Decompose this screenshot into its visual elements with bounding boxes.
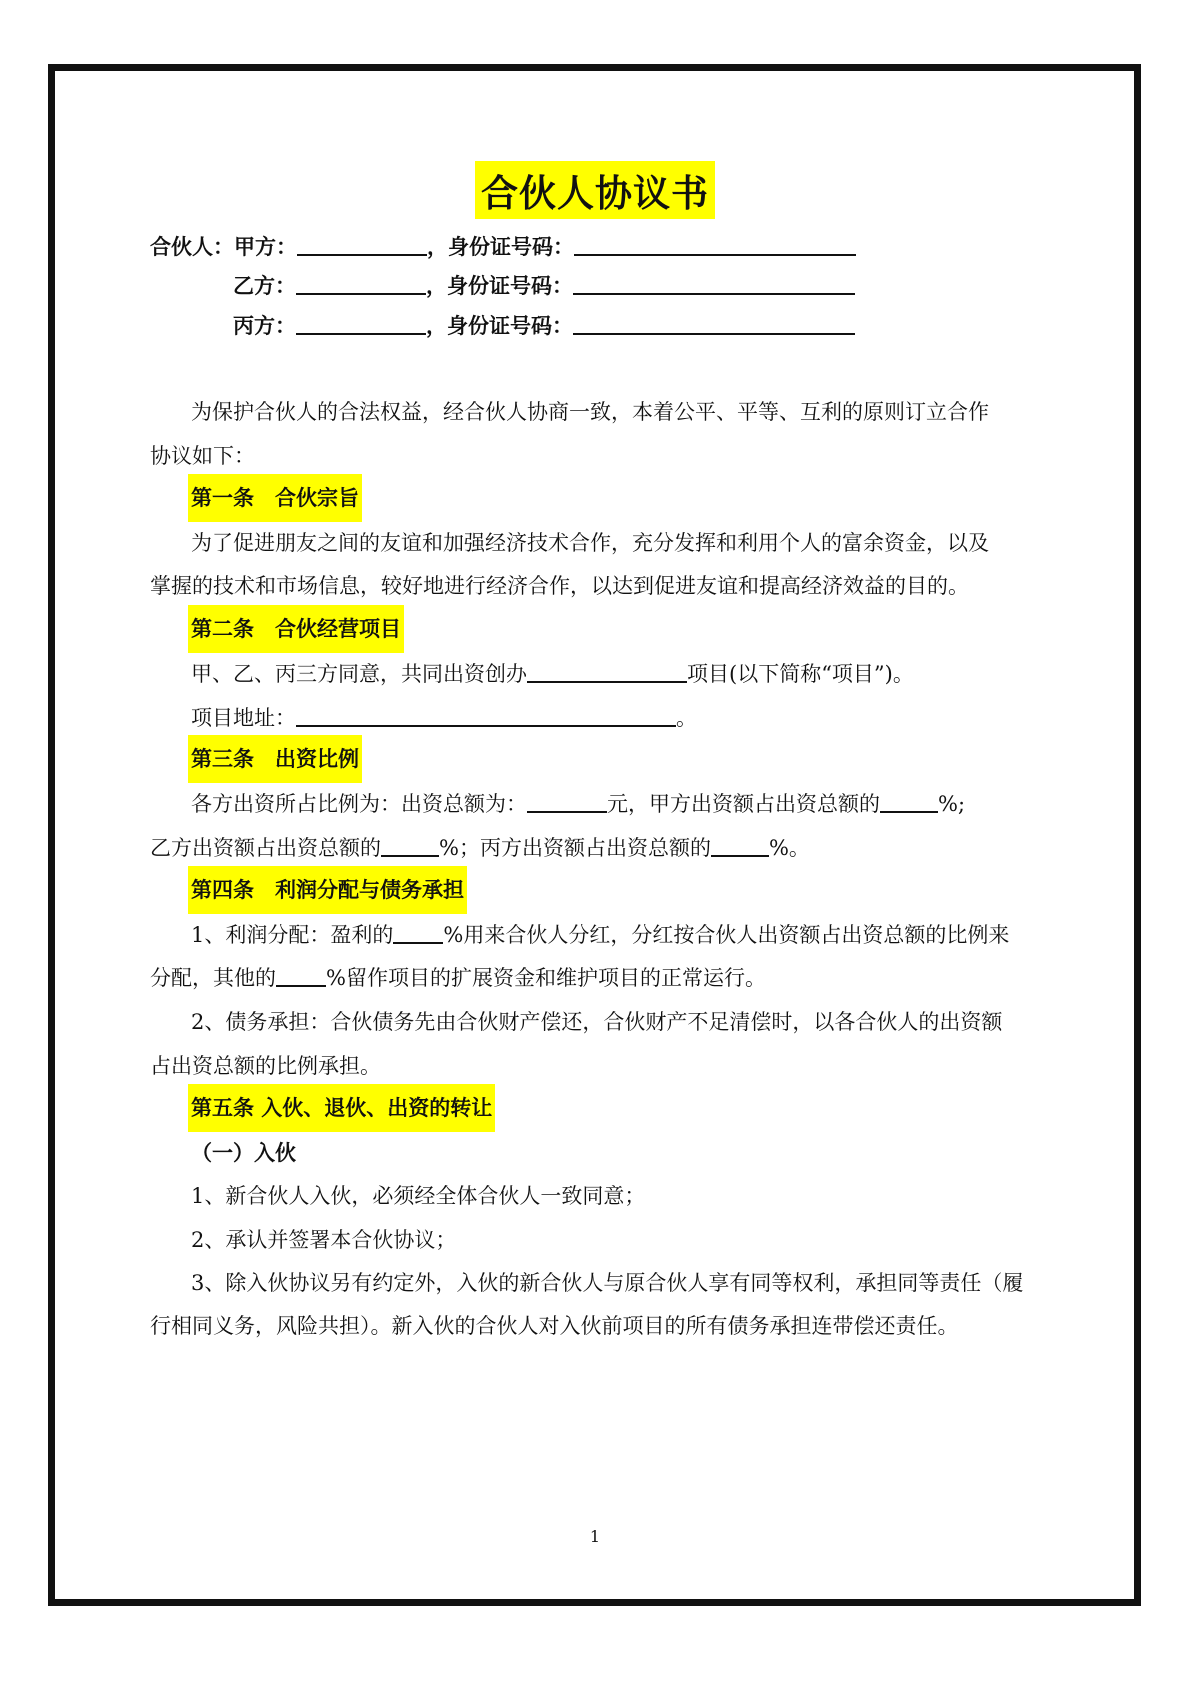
article-2-line-1	[191, 659, 914, 689]
article-2-text-b: 项目(以下简称“项目”)。	[687, 662, 914, 686]
party-b-label: 乙方：	[233, 273, 296, 298]
profit-share-blank[interactable]	[393, 922, 443, 944]
intro-line-2: 协议如下：	[150, 444, 255, 468]
reserve-share-label: 分配，其他的	[150, 966, 276, 990]
article-2-address-line	[191, 703, 697, 733]
article-2-heading: 第二条 合伙经营项目	[188, 605, 404, 653]
party-c-share-blank[interactable]	[711, 835, 769, 857]
party-b-name-blank[interactable]	[296, 273, 426, 295]
article-1-line-1: 为了促进朋友之间的友谊和加强经济技术合作，充分发挥和利用个人的富余资金，以及	[191, 531, 989, 555]
party-a-share-label: 元，甲方出资额占出资总额的	[607, 792, 880, 816]
article-5-subheading: （一）入伙	[191, 1140, 296, 1165]
article-5-item-3-line-2: 行相同义务，风险共担）。新入伙的合伙人对入伙前项目的所有债务承担连带偿还责任。	[150, 1314, 959, 1338]
article-3-heading: 第三条 出资比例	[188, 735, 362, 783]
party-b-id-blank[interactable]	[573, 273, 855, 295]
party-a-share-unit: %;	[938, 792, 966, 816]
party-a-label: 甲方：	[234, 234, 297, 259]
article-4-debt-line-2: 占出资总额的比例承担。	[150, 1054, 381, 1078]
project-address-label: 项目地址：	[191, 706, 296, 730]
article-5-item-3-line-1: 3、除入伙协议另有约定外，入伙的新合伙人与原合伙人享有同等权利，承担同等责任（履	[191, 1271, 1024, 1295]
document-title-block	[0, 161, 1190, 219]
party-a-name-blank[interactable]	[297, 234, 427, 256]
article-4-debt-line-1: 2、债务承担：合伙债务先由合伙财产偿还，合伙财产不足清偿时，以各合伙人的出资额	[191, 1010, 1003, 1034]
party-c-id-label: ，身份证号码：	[426, 313, 573, 338]
party-c-name-blank[interactable]	[296, 313, 426, 335]
partner-label: 合伙人：	[150, 234, 234, 259]
project-name-blank[interactable]	[527, 661, 687, 683]
party-c-id-blank[interactable]	[573, 313, 855, 335]
article-2-text-a: 甲、乙、丙三方同意，共同出资创办	[191, 662, 527, 686]
intro-line-1: 为保护合伙人的合法权益，经合伙人协商一致，本着公平、平等、互利的原则订立合作	[191, 400, 989, 424]
party-a-id-label: ，身份证号码：	[427, 234, 574, 259]
article-3-line-2	[150, 833, 810, 863]
party-b-line	[233, 271, 855, 301]
article-4-profit-line-2	[150, 963, 766, 993]
party-b-share-blank[interactable]	[381, 835, 439, 857]
project-address-blank[interactable]	[296, 705, 676, 727]
article-5-heading: 第五条 入伙、退伙、出资的转让	[188, 1084, 495, 1132]
document-title: 合伙人协议书	[475, 161, 715, 219]
party-a-line	[150, 232, 856, 262]
profit-share-label: 1、利润分配：盈利的	[191, 923, 394, 947]
article-3-line-1	[191, 789, 965, 819]
party-a-share-blank[interactable]	[880, 791, 938, 813]
reserve-share-blank[interactable]	[276, 965, 326, 987]
article-5-item-1: 1、新合伙人入伙，必须经全体合伙人一致同意；	[191, 1184, 646, 1208]
party-c-share-unit: %。	[768, 836, 810, 860]
party-a-id-blank[interactable]	[574, 234, 856, 256]
article-4-heading: 第四条 利润分配与债务承担	[188, 866, 467, 914]
article-1-line-2: 掌握的技术和市场信息，较好地进行经济合作，以达到促进友谊和提高经济效益的目的。	[150, 574, 969, 598]
article-5-item-2: 2、承认并签署本合伙协议；	[191, 1228, 457, 1252]
project-address-end: 。	[676, 706, 697, 730]
article-1-heading: 第一条 合伙宗旨	[188, 474, 362, 522]
party-c-share-label: %；丙方出资额占出资总额的	[439, 836, 711, 860]
article-4-profit-line-1	[191, 920, 1009, 950]
total-investment-label: 各方出资所占比例为：出资总额为：	[191, 792, 527, 816]
party-c-line	[233, 311, 855, 341]
page-number: 1	[589, 1527, 601, 1546]
party-b-id-label: ，身份证号码：	[426, 273, 573, 298]
party-c-label: 丙方：	[233, 313, 296, 338]
total-investment-blank[interactable]	[527, 791, 607, 813]
profit-share-text: %用来合伙人分红，分红按合伙人出资额占出资总额的比例来	[443, 923, 1010, 947]
party-b-share-label: 乙方出资额占出资总额的	[150, 836, 381, 860]
reserve-share-text: %留作项目的扩展资金和维护项目的正常运行。	[326, 966, 766, 990]
